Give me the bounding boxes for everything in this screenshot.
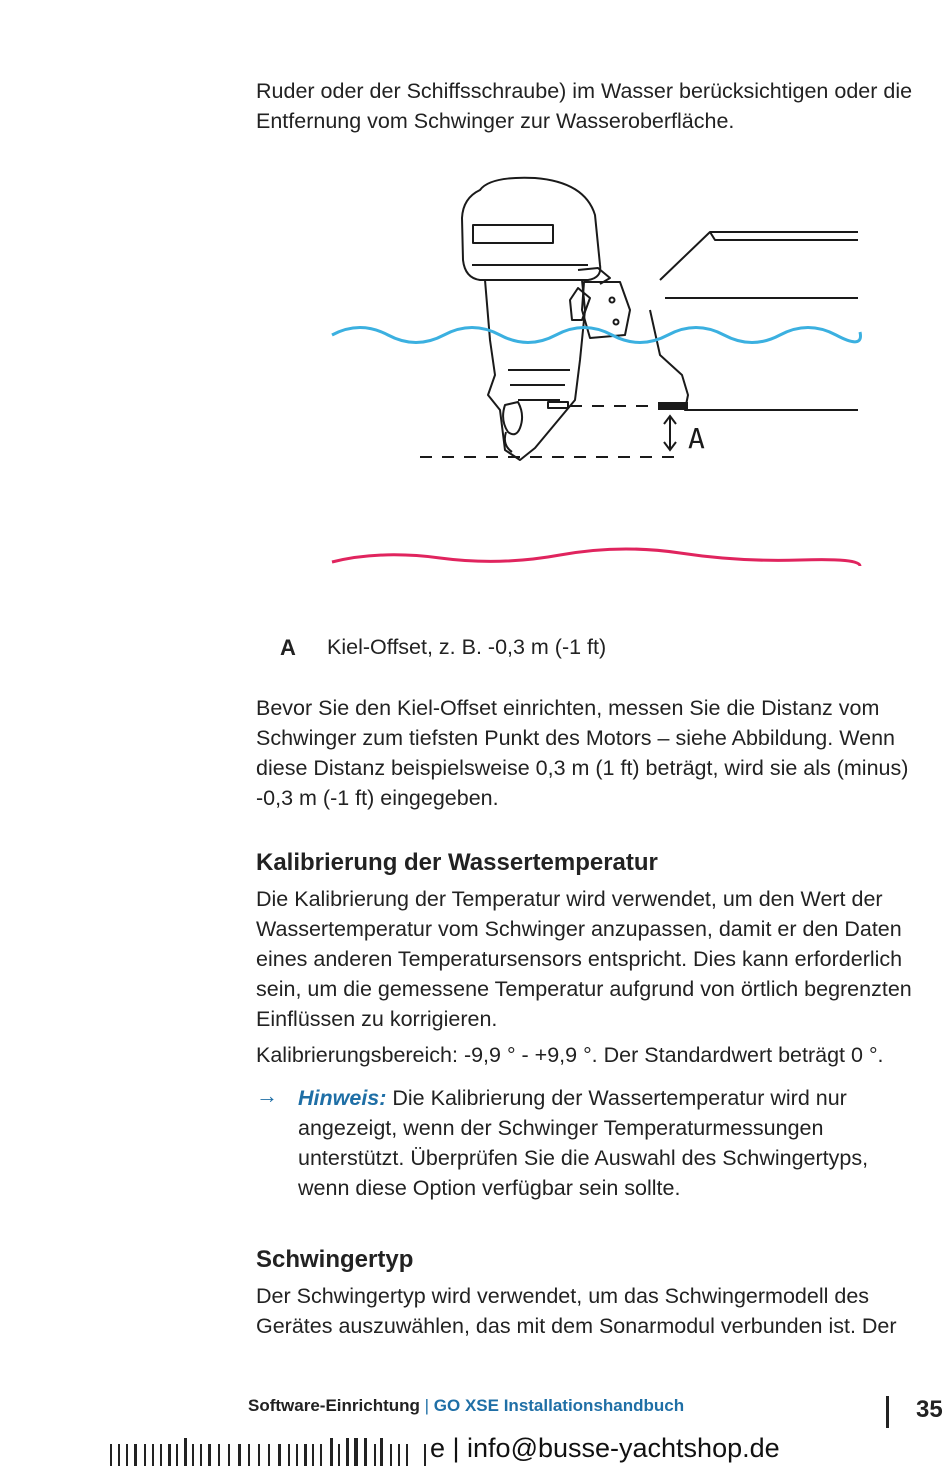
seabed-line — [332, 549, 860, 566]
contact-info: e | info@busse-yachtshop.de — [430, 1433, 780, 1463]
legend-key: A — [280, 635, 296, 660]
note-text: Die Kalibrierung der Wassertemperatur wird nur angezeigt, wenn der Schwinger Temperaturmessungen unterstützt. Überprüfen Sie die Auswahl des Schwingertyps, wenn diese Option verfügbar sein sollte. — [298, 1086, 869, 1200]
offset-paragraph: Bevor Sie den Kiel-Offset einrichten, messen Sie die Distanz vom Schwinger zum tiefsten Punkt des Motors – siehe Abbildung. Wenn diese Distanz beispielsweise 0,3 m (1 ft) beträgt, wird sie als (minus) -0,3 m (-1 ft) eingegeben. — [256, 696, 909, 810]
page-number: 35 — [916, 1396, 943, 1423]
transducer — [658, 402, 688, 410]
outboard-motor — [462, 178, 630, 460]
note-body — [298, 1083, 898, 1203]
footer-section: Software-Einrichtung — [248, 1396, 420, 1415]
footer-divider — [886, 1396, 889, 1428]
transducer-type-paragraph: Der Schwingertyp wird verwendet, um das Schwingermodell des Gerätes auszuwählen, das mit dem Sonarmodul verbunden ist. Der — [256, 1284, 897, 1338]
boat-hull — [650, 232, 858, 410]
calibration-range: Kalibrierungsbereich: -9,9 ° - +9,9 °. Der Standardwert beträgt 0 °. — [256, 1043, 884, 1067]
section-heading-transducer-type: Schwingertyp — [256, 1246, 414, 1273]
barcode-icon — [108, 1438, 430, 1468]
page-footer — [248, 1396, 684, 1416]
footer-separator: | — [424, 1396, 430, 1415]
legend-text: Kiel-Offset, z. B. -0,3 m (-1 ft) — [327, 635, 607, 659]
water-temperature-paragraph: Die Kalibrierung der Temperatur wird verwendet, um den Wert der Wassertemperatur vom Schwinger anzupassen, damit er den Daten eines anderen Temperatursensors entspricht. Dies kann erforderlich sein, um die gemessene Temperatur aufgrund von örtlich begrenzten Einflüssen zu korrigieren. — [256, 887, 912, 1031]
offset-arrow-icon — [664, 416, 676, 450]
keel-offset-figure — [320, 170, 880, 590]
arrow-right-icon: → — [256, 1083, 278, 1108]
figure-label-a: A — [688, 422, 705, 455]
water-surface-line — [332, 328, 861, 343]
intro-paragraph: Ruder oder der Schiffsschraube) im Wasser berücksichtigen oder die Entfernung vom Schwinger zur Wasseroberfläche. — [256, 79, 913, 133]
section-heading-water-temperature: Kalibrierung der Wassertemperatur — [256, 849, 658, 876]
footer-manual-title: GO XSE Installationshandbuch — [433, 1396, 685, 1415]
note-label: Hinweis: — [298, 1086, 387, 1110]
